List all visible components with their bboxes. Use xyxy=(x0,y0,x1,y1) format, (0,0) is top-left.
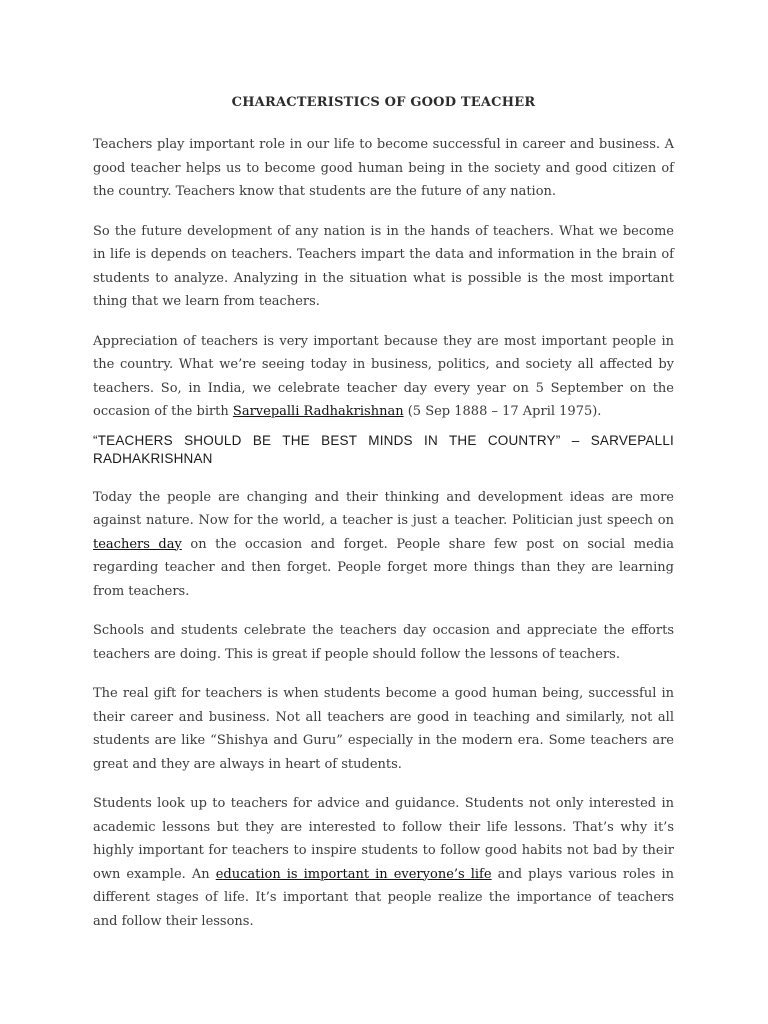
education-importance-link[interactable]: education is important in everyone’s life xyxy=(215,866,492,882)
document-page xyxy=(93,94,674,949)
paragraph-4-text-end: on the occasion and forget. People share few post on social media regarding teacher and then forget. People forget more things than they are learning from teachers. xyxy=(93,536,674,599)
paragraph-1: Teachers play important role in our life to become successful in career and business. A good teacher helps us to become good human being in the society and good citizen of the country. Teachers know that students are the future of any nation. xyxy=(93,137,674,199)
paragraph-5: Schools and students celebrate the teachers day occasion and appreciate the efforts teachers are doing. This is great if people should follow the lessons of teachers. xyxy=(93,623,674,662)
paragraph-7 xyxy=(93,792,674,933)
paragraph-4-text-start: Today the people are changing and their thinking and development ideas are more against nature. Now for the world, a teacher is just a teacher. Politician just speech on xyxy=(93,489,674,528)
paragraph-7-text-end: and plays various roles in different stages of life. It’s important that people realize the importance of teachers and follow their lessons. xyxy=(93,866,674,929)
paragraph-3-text-start: Appreciation of teachers is very important because they are most important people in the country. What we’re seeing today in business, politics, and society all affected by teachers. So, in India, we celebrate teacher day every year on 5 September on the occasion of the birth xyxy=(93,333,674,419)
paragraph-7-text-start: Students look up to teachers for advice and guidance. Students not only interested in academic lessons but they are interested to follow their life lessons. That’s why it’s highly important for teachers to inspire students to follow good habits not bad by their own example. An xyxy=(93,796,674,882)
paragraph-3-text-end: (5 Sep 1888 – 17 April 1975). xyxy=(403,404,602,419)
quote: “TEACHERS SHOULD BE THE BEST MINDS IN THE COUNTRY” – SARVEPALLI RADHAKRISHNAN xyxy=(93,432,674,466)
paragraph-2: So the future development of any nation is in the hands of teachers. What we become in life is depends on teachers. Teachers impart the data and information in the brain of students to analyze. Analyzing in the situation what is possible is the most important thing that we learn from teachers. xyxy=(93,223,674,309)
paragraph-6: The real gift for teachers is when students become a good human being, successful in their career and business. Not all teachers are good in teaching and similarly, not all students are like “Shishya and Guru” especially in the modern era. Some teachers are great and they are always in heart of students. xyxy=(93,686,674,772)
paragraph-4 xyxy=(93,486,674,604)
radhakrishnan-link[interactable]: Sarvepalli Radhakrishnan xyxy=(232,404,404,419)
teachers-day-link[interactable]: teachers day xyxy=(93,536,182,552)
document-title: CHARACTERISTICS OF GOOD TEACHER xyxy=(231,95,536,110)
paragraph-3 xyxy=(93,330,674,424)
